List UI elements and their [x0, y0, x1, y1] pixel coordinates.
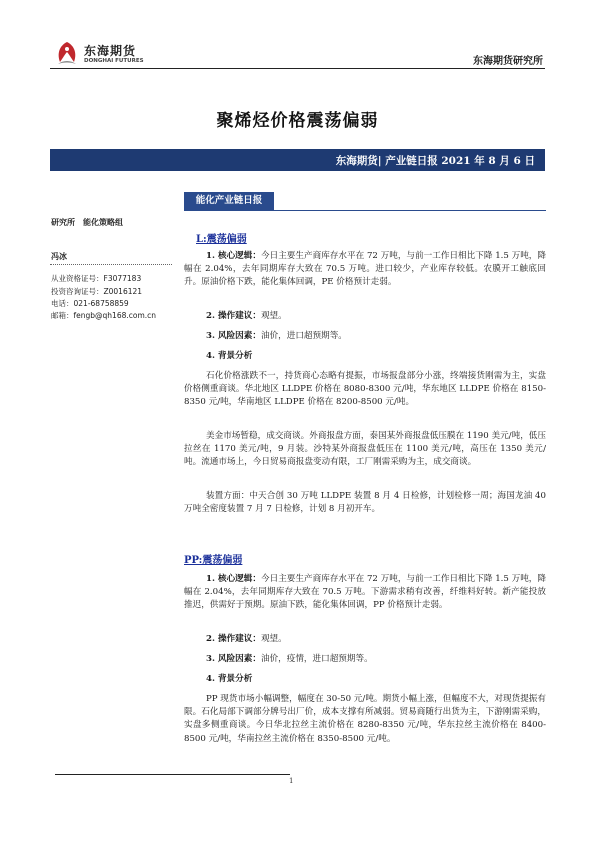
- pp-advice-label: 2. 操作建议：: [206, 634, 261, 644]
- phone: 电话：021-68758859: [51, 299, 129, 308]
- l-logic-text: 今日主要生产商库存水平在 72 万吨，与前一工作日相比下降 1.5 万吨，降幅在 2.04%，去年同期库存大致在 70.5 万吨。进口较少，产业库存较低。农膜开工触底回升。原油价格下跌，能化集体回调，PE 价格预计走弱。: [184, 251, 546, 288]
- l-advice-text: 观望。: [260, 311, 287, 321]
- l-paragraph-1: 石化价格涨跌不一，持货商心态略有提振，市场报盘部分小涨，终端接货刚需为主，实盘价格侧重商谈。华北地区 LLDPE 价格在 8080-8300 元/吨，华东地区 LLDPE 价格在 8150-8350 元/吨，华南地区 LLDPE 价格在 8200-8500 元/吨。: [184, 371, 546, 408]
- l-logic-label: 1. 核心逻辑：: [206, 251, 261, 261]
- pp-section-heading[interactable]: PP:震荡偏弱: [184, 555, 243, 566]
- report-title: 聚烯烃价格震荡偏弱: [216, 111, 379, 131]
- page-number: 1: [289, 777, 294, 785]
- l-paragraph-3: 装置方面：中天合创 30 万吨 LLDPE 装置 8 月 4 日检修，计划检修一周；海国龙油 40 万吨全密度装置 7 月 7 日检修，计划 8 月初开车。: [184, 491, 546, 515]
- banner-text: 东海期货| 产业链日报 2021 年 8 月 6 日: [335, 155, 535, 167]
- pp-core-logic: [184, 573, 546, 613]
- l-background-label: 4. 背景分析: [206, 351, 253, 361]
- section-divider: [184, 210, 546, 211]
- logo-emblem-icon: [54, 40, 80, 68]
- header-divider: [50, 68, 545, 69]
- l-risk-label: 3. 风险因素：: [206, 331, 261, 341]
- logo-text-cn: 东海期货: [84, 44, 137, 58]
- pp-risk-label: 3. 风险因素：: [206, 654, 261, 664]
- pp-advice-text: 观望。: [260, 634, 287, 644]
- l-core-logic: [184, 250, 546, 290]
- l-risk-text: 油价，进口超预期等。: [260, 331, 347, 341]
- l-advice-label: 2. 操作建议：: [206, 311, 261, 321]
- pp-logic-text: 今日主要生产商库存水平在 72 万吨，与前一工作日相比下降 1.5 万吨，降幅在 2.04%，去年同期库存大致在 70.5 万吨。下游需求稍有改善，纤维料好转。新产能投放推迟，供需好于预期。原油下跌，能化集体回调，PP 价格预计走弱。: [184, 574, 546, 611]
- sidebar-divider: [50, 264, 172, 265]
- footer-divider: [55, 774, 290, 775]
- l-risk: [206, 330, 546, 343]
- l-paragraph-2: 美金市场暂稳，成交商谈。外商报盘方面，泰国某外商报盘低压膜在 1190 美元/吨，低压拉丝在 1170 美元/吨，9 月装。沙特某外商报盘低压在 1100 美元/吨，高压在 1350 美元/吨。流通市场上，今日贸易商报盘变动有限，工厂刚需采购为主，成交商谈。: [184, 431, 546, 468]
- advisory-number: 投资咨询证号：Z0016121: [51, 287, 143, 296]
- report-banner: [50, 149, 545, 171]
- pp-logic-label: 1. 核心逻辑：: [206, 574, 261, 584]
- sidebar-department: 研究所 能化策略组: [51, 218, 123, 227]
- section-tag: 能化产业链日报: [184, 192, 274, 210]
- pp-risk-text: 油价，疫情，进口超预期等。: [260, 654, 373, 664]
- pp-background-label: 4. 背景分析: [206, 674, 253, 684]
- email: 邮箱：fengb@qh168.com.cn: [51, 311, 157, 320]
- logo-text-en: DONGHAI FUTURES: [84, 58, 144, 64]
- analyst-name: 冯冰: [51, 252, 67, 261]
- institute-name: 东海期货研究所: [473, 56, 543, 67]
- pp-paragraph-1: PP 现货市场小幅调整，幅度在 30-50 元/吨。期货小幅上涨，但幅度不大，对现货提振有限。石化局部下调部分牌号出厂价，成本支撑有所减弱。贸易商随行出货为主，下游刚需采购，实盘多侧重商谈。今日华北拉丝主流价格在 8280-8350 元/吨，华东拉丝主流价格在 8400-8500 元/吨，华南拉丝主流价格在 8350-8500 元/吨。: [184, 694, 546, 744]
- pp-advice: [206, 633, 546, 646]
- pp-risk: [206, 653, 546, 666]
- l-section-heading[interactable]: L:震荡偏弱: [196, 234, 247, 245]
- l-advice: [206, 310, 546, 323]
- qualification-number: 从业资格证号：F3077183: [51, 274, 142, 283]
